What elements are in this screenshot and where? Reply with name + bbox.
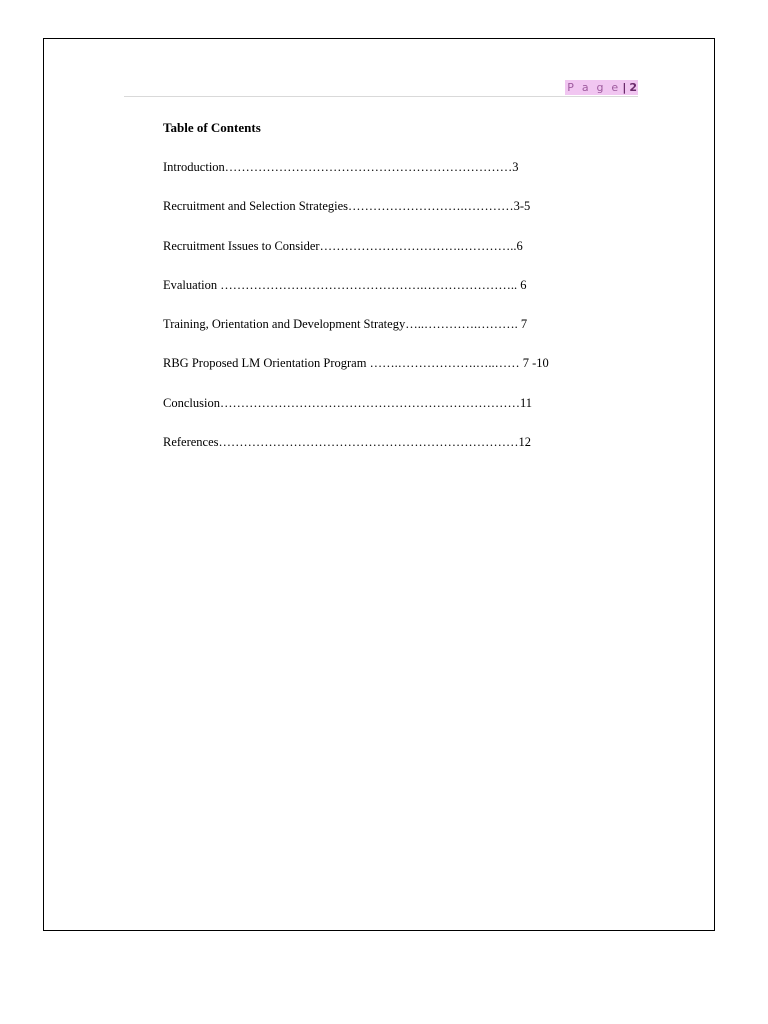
toc-entry-recruitment-selection: Recruitment and Selection Strategies……………………….…………3-5: [163, 199, 531, 214]
page-label: P a g e: [567, 81, 621, 94]
page-header: [124, 80, 638, 97]
toc-entry-evaluation: Evaluation ………………………………………….………………….. 6: [163, 277, 527, 292]
toc-entry-conclusion: Conclusion………………………………………………………………11: [163, 395, 532, 410]
toc-list: [163, 158, 549, 472]
document-page: [43, 38, 715, 931]
toc-entry-training: Training, Orientation and Development Strategy…..………….………. 7: [163, 317, 528, 332]
toc-entry-orientation-program: RBG Proposed LM Orientation Program …….……………….…..…… 7 -10: [163, 356, 549, 371]
toc-entry-recruitment-issues: Recruitment Issues to Consider…………………………….…………..6: [163, 238, 523, 253]
page-number-badge: [565, 80, 638, 95]
toc-entry-introduction: Introduction……………………………………………………………3: [163, 160, 519, 174]
page-number: 2: [629, 81, 637, 94]
toc-title: Table of Contents: [163, 120, 261, 135]
page-separator: |: [622, 81, 627, 94]
toc-entry-references: References………………………………………………………………12: [163, 435, 532, 450]
